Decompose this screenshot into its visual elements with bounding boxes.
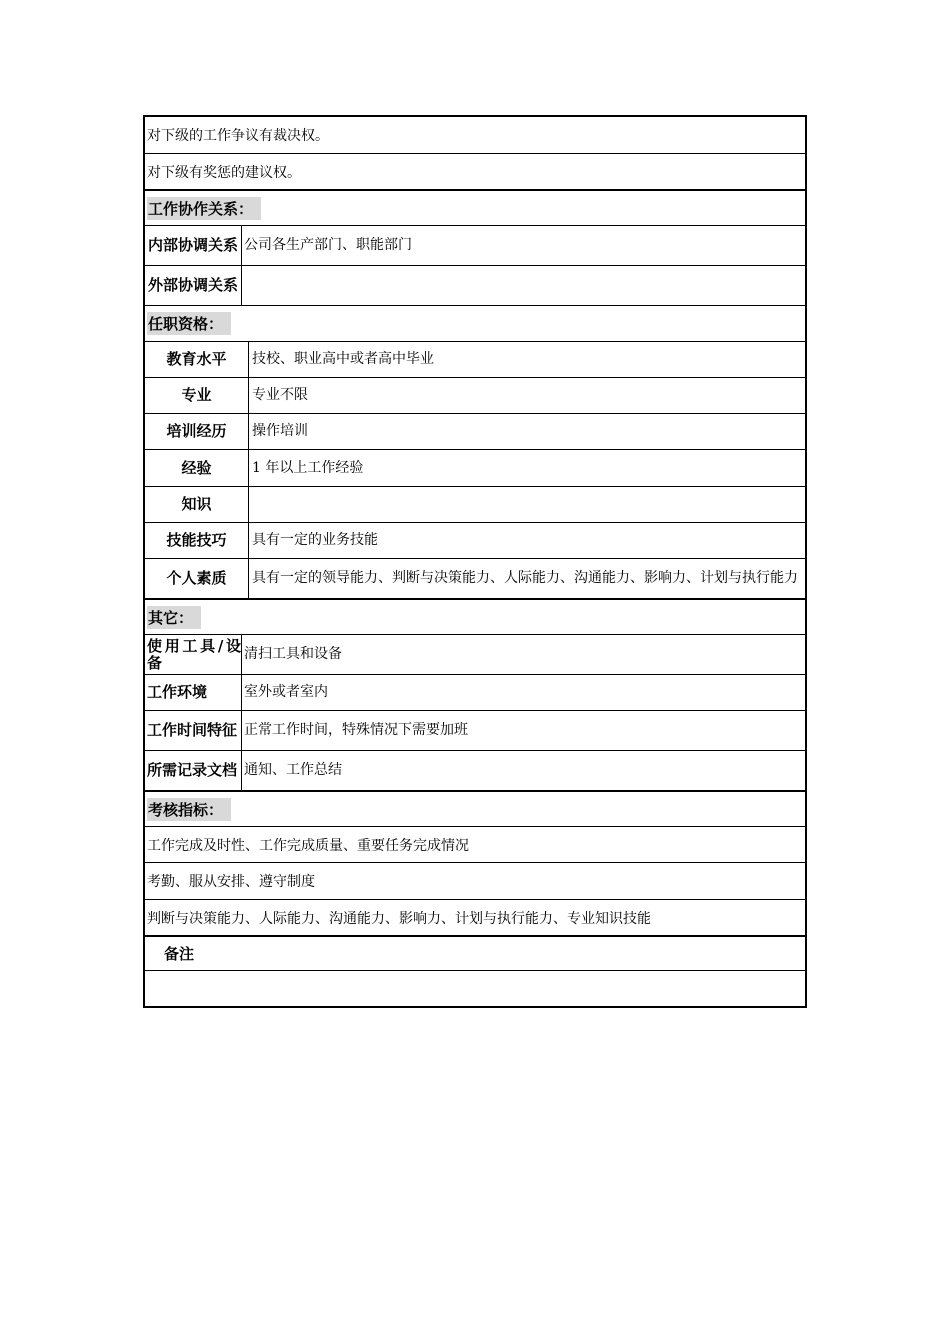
- field-value: 正常工作时间，特殊情况下需要加班: [244, 722, 468, 738]
- field-label: 教育水平: [145, 342, 249, 377]
- field-value: 通知、工作总结: [244, 762, 342, 778]
- other-row: [145, 675, 805, 711]
- section-cooperation-header: [145, 190, 805, 226]
- other-row: [145, 635, 805, 675]
- qualification-row: [145, 450, 805, 487]
- assessment-text: 考勤、服从安排、遵守制度: [147, 874, 315, 890]
- field-label: 外部协调关系: [145, 266, 242, 305]
- section-title: 考核指标：: [147, 798, 231, 821]
- other-row: [145, 711, 805, 751]
- section-assessment-header: [145, 791, 805, 827]
- qualification-row: [145, 342, 805, 378]
- authority-text: 对下级有奖惩的建议权。: [147, 164, 301, 181]
- section-other-header: [145, 599, 805, 635]
- field-value: 1 年以上工作经验: [252, 459, 364, 476]
- field-value: [249, 487, 805, 522]
- qualification-row: [145, 487, 805, 523]
- field-label: 工作环境: [145, 675, 242, 710]
- field-value: 技校、职业高中或者高中毕业: [252, 351, 434, 367]
- section-qualifications-header: [145, 306, 805, 342]
- internal-coordination-row: [145, 226, 805, 266]
- qualification-row: [145, 414, 805, 450]
- field-value: 清扫工具和设备: [244, 646, 342, 662]
- assessment-item: [145, 863, 805, 900]
- other-row: [145, 751, 805, 791]
- field-value: 室外或者室内: [244, 684, 328, 700]
- field-label: 所需记录文档: [145, 751, 242, 790]
- field-value: 操作培训: [252, 423, 308, 439]
- qualification-row: [145, 559, 805, 599]
- field-label: 技能技巧: [145, 523, 249, 558]
- field-label: 工作时间特征: [145, 711, 242, 750]
- field-value: 公司各生产部门、职能部门: [244, 237, 412, 253]
- assessment-item: [145, 827, 805, 863]
- authority-text: 对下级的工作争议有裁决权。: [147, 128, 329, 144]
- section-title: 其它：: [147, 606, 201, 629]
- field-label: 使用工具/设备: [145, 635, 242, 674]
- remarks-header: [145, 936, 805, 971]
- remarks-content: [145, 971, 805, 1006]
- field-label: 个人素质: [145, 559, 249, 598]
- assessment-item: [145, 900, 805, 936]
- field-label: 经验: [145, 450, 249, 486]
- field-label: 知识: [145, 487, 249, 522]
- section-title: 工作协作关系：: [147, 197, 261, 220]
- field-label: 培训经历: [145, 414, 249, 449]
- qualification-row: [145, 378, 805, 414]
- qualification-row: [145, 523, 805, 559]
- field-value: [242, 266, 805, 305]
- field-label: 内部协调关系: [145, 226, 242, 265]
- external-coordination-row: [145, 266, 805, 306]
- field-value: 具有一定的业务技能: [252, 532, 378, 548]
- section-title: 任职资格：: [147, 312, 231, 335]
- section-title: 备注: [164, 945, 195, 963]
- authority-row-1: [145, 117, 805, 154]
- job-description-table: [143, 115, 807, 1008]
- authority-row-2: [145, 154, 805, 190]
- assessment-text: 工作完成及时性、工作完成质量、重要任务完成情况: [147, 837, 469, 854]
- field-value: 具有一定的领导能力、判断与决策能力、人际能力、沟通能力、影响力、计划与执行能力: [252, 570, 798, 586]
- field-label: 专业: [145, 378, 249, 413]
- field-value: 专业不限: [252, 387, 308, 403]
- assessment-text: 判断与决策能力、人际能力、沟通能力、影响力、计划与执行能力、专业知识技能: [147, 910, 651, 927]
